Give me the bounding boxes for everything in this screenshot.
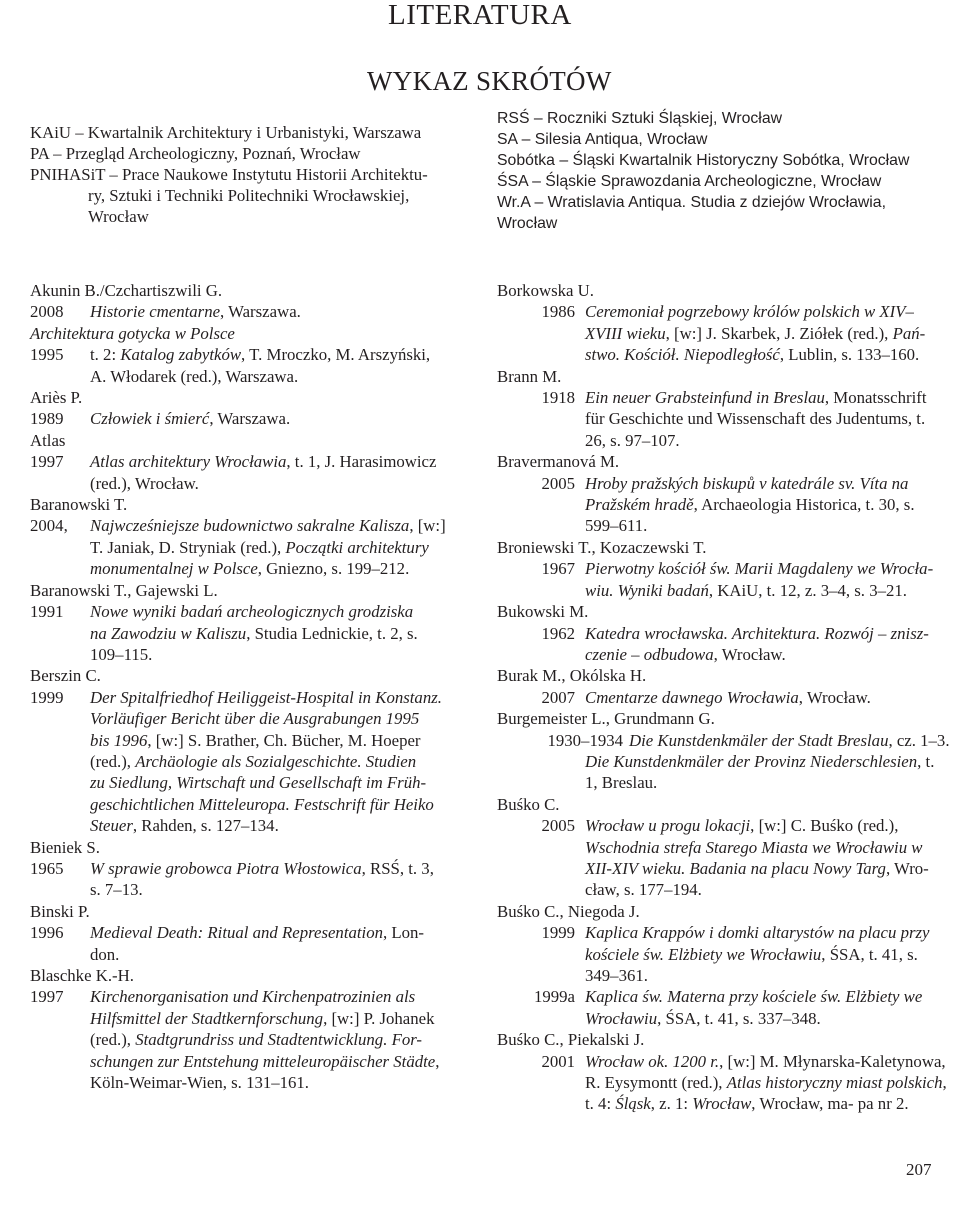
abbreviations-left: [30, 122, 463, 227]
entry-text: t. 2: Katalog zabytków, T. Mroczko, M. Arszyński, A. Włodarek (red.), Warszawa.: [90, 345, 431, 386]
entry-year: 1997: [30, 452, 64, 472]
entry-text: Der Spitalfriedhof Heiliggeist-Hospital in Konstanz. Vorläufiger Bericht über die Ausgrabungen 1995 bis 1996, [w:] S. Brather, Ch. Bücher, M. Hoeper (red.), Archäologie als Sozialgeschichte. Studien zu Siedlung, Wirtschaft und Gesellschaft im Früh- geschichtlichen Mitteleuropa. Festschrift für Heiko Steuer, Rahden, s. 127–134.: [90, 687, 442, 836]
bibliography-entry-continued: [497, 751, 960, 794]
author: Architektura gotycka w Polsce: [30, 323, 235, 343]
page-title: LITERATURA: [388, 0, 572, 31]
entry-text: Katedra wrocławska. Architektura. Rozwój – znisz- czenie – odbudowa, Wrocław.: [585, 623, 929, 664]
entry-year-spacer: [497, 751, 585, 794]
author: Buśko C., Niegoda J.: [497, 901, 640, 921]
entry-text: Najwcześniejsze budownictwo sakralne Kalisza, [w:] T. Janiak, D. Stryniak (red.), Początki architektury monumentalnej w Polsce, Gniezno, s. 199–212.: [90, 516, 446, 579]
abbreviation-item: PA – Przegląd Archeologiczny, Poznań, Wrocław: [30, 144, 361, 163]
entry-year: 1986: [541, 302, 575, 322]
author: Buśko C., Piekalski J.: [497, 1030, 645, 1050]
bibliography-entry: [497, 922, 960, 986]
bibliography-entry: [30, 986, 466, 1093]
abbreviation-item: KAiU – Kwartalnik Architektury i Urbanistyki, Warszawa: [30, 123, 422, 142]
entry-year: 1997: [30, 987, 64, 1007]
entry-year: 1991: [30, 602, 64, 622]
entry-text: Ein neuer Grabsteinfund in Breslau, Monatsschrift für Geschichte und Wissenschaft des Judentums, t. 26, s. 97–107.: [585, 388, 927, 450]
entry-text: Nowe wyniki badań archeologicznych grodziska na Zawodziu w Kaliszu, Studia Lednickie, t. 2, s. 109–115.: [90, 602, 418, 664]
bibliography-entry: [30, 687, 466, 837]
author: Blaschke K.-H.: [30, 966, 134, 985]
author: Atlas: [30, 430, 66, 450]
bibliography-entry: [497, 301, 960, 365]
entry-text: W sprawie grobowca Piotra Włostowica, RSŚ, t. 3, s. 7–13.: [90, 858, 434, 900]
entry-text: Wrocław ok. 1200 r., [w:] M. Młynarska-Kaletynowa, R. Eysymontt (red.), Atlas historyczny miast polskich, t. 4: Śląsk, z. 1: Wrocław, Wrocław, ma- pa nr 2.: [585, 1051, 947, 1114]
entry-year: 1999: [30, 687, 64, 707]
entry-year: 2001: [541, 1051, 575, 1071]
bibliography-right-column: [497, 280, 960, 1115]
abbreviation-item: Wrocław: [497, 215, 558, 232]
entry-text: Cmentarze dawnego Wrocławia, Wrocław.: [585, 687, 871, 707]
entry-text: Kirchenorganisation und Kirchenpatrozinien als Hilfsmittel der Stadtkernforschung, [w:] P. Johanek (red.), Stadtgrundriss und Stadtentwicklung. For- schungen zur Entstehung mitteleuropäischer Städte, Köln-Weimar-Wien, s. 131–161.: [90, 987, 440, 1093]
entry-year: 2004,: [30, 516, 68, 536]
entry-text: Die Kunstdenkmäler der Provinz Niederschlesien, t. 1, Breslau.: [585, 751, 935, 793]
entry-text: Hroby pražských biskupů v katedrále sv. Víta na Pražském hradě, Archaeologia Historica, t. 30, s. 599–611.: [585, 473, 915, 536]
bibliography-entry: [30, 344, 466, 387]
bibliography-entry: [497, 623, 960, 666]
entry-text: Atlas architektury Wrocławia, t. 1, J. Harasimowicz (red.), Wrocław.: [90, 452, 437, 493]
author: Baranowski T., Gajewski L.: [30, 580, 218, 600]
author: Bieniek S.: [30, 837, 100, 857]
abbreviation-item: ŚSA – Śląskie Sprawozdania Archeologiczne, Wrocław: [497, 173, 882, 190]
bibliography-entry: [30, 408, 466, 429]
abbreviation-item: ry, Sztuki i Techniki Politechniki Wrocławskiej,: [88, 186, 410, 205]
entry-year: 1999: [541, 923, 575, 943]
bibliography-entry: [497, 473, 960, 537]
author: Bravermanová M.: [497, 452, 620, 472]
bibliography-entry: [497, 1051, 960, 1115]
bibliography-entry: [497, 687, 960, 708]
entry-text: Ceremoniał pogrzebowy królów polskich w XIV– XVIII wieku, [w:] J. Skarbek, J. Ziółek (red.), Pań- stwo. Kościół. Niepodległość, Lublin, s. 133–160.: [585, 302, 926, 365]
author: Bukowski M.: [497, 602, 589, 622]
abbreviation-item: SA – Silesia Antiqua, Wrocław: [497, 131, 708, 148]
bibliography-entry: [30, 858, 466, 901]
bibliography-entry: [497, 730, 960, 751]
entry-year: 1999a: [533, 987, 575, 1007]
author: Baranowski T.: [30, 495, 128, 515]
entry-year: 1996: [30, 923, 64, 943]
abbreviation-item: RSŚ – Roczniki Sztuki Śląskiej, Wrocław: [497, 110, 783, 127]
bibliography-entry: [497, 387, 960, 451]
author: Ariès P.: [30, 388, 83, 408]
bibliography-entry: [30, 601, 466, 665]
bibliography-entry: [30, 515, 466, 579]
author: Burgemeister L., Grundmann G.: [497, 709, 715, 729]
entry-year: 1995: [30, 345, 64, 365]
entry-year: 1962: [541, 623, 575, 643]
section-title: WYKAZ SKRÓTÓW: [367, 66, 612, 96]
bibliography-left-column: [30, 280, 466, 1093]
entry-text: Pierwotny kościół św. Marii Magdaleny we Wrocła- wiu. Wyniki badań, KAiU, t. 12, z. 3–4, s. 3–21.: [585, 559, 934, 600]
bibliography-entry: [497, 986, 960, 1029]
author: Brann M.: [497, 366, 562, 386]
entry-year: 2007: [541, 687, 575, 707]
author: Burak M., Okólska H.: [497, 666, 647, 686]
abbreviations-right: [497, 108, 945, 234]
entry-year: 1967: [541, 559, 575, 579]
entry-year: 2005: [541, 816, 575, 836]
entry-year: 1918: [541, 388, 575, 408]
entry-text: Die Kunstdenkmäler der Stadt Breslau, cz. 1–3.: [629, 730, 950, 750]
page-number: 207: [906, 1160, 932, 1179]
entry-text: Wrocław u progu lokacji, [w:] C. Buśko (red.), Wschodnia strefa Starego Miasta we Wrocławiu w XII-XIV wieku. Badania na placu Nowy Targ, Wro- cław, s. 177–194.: [585, 816, 929, 900]
bibliography-entry: [30, 451, 466, 494]
author: Binski P.: [30, 901, 90, 921]
entry-year: 2008: [30, 302, 64, 322]
bibliography-entry: [30, 301, 466, 322]
entry-year: 1965: [30, 858, 64, 878]
bibliography-entry: [497, 815, 960, 901]
author: Borkowska U.: [497, 281, 594, 300]
entry-year: 1930–1934: [547, 730, 623, 750]
bibliography-entry: [497, 558, 960, 601]
entry-text: Medieval Death: Ritual and Representation, Lon- don.: [90, 923, 424, 964]
abbreviation-item: Wr.A – Wratislavia Antiqua. Studia z dziejów Wrocławia,: [497, 194, 886, 211]
author: Berszin C.: [30, 666, 101, 686]
author: Buśko C.: [497, 794, 560, 814]
abbreviation-item: PNIHASiT – Prace Naukowe Instytutu Historii Architektu-: [30, 165, 428, 184]
author: Akunin B./Czchartiszwili G.: [30, 281, 223, 300]
entry-text: Historie cmentarne, Warszawa.: [90, 302, 301, 322]
abbreviation-item: Wrocław: [88, 207, 149, 226]
entry-text: Kaplica św. Materna przy kościele św. Elżbiety we Wrocławiu, ŚSA, t. 41, s. 337–348.: [585, 987, 923, 1028]
entry-year: 2005: [541, 473, 575, 493]
entry-year: 1989: [30, 409, 64, 429]
entry-text: Człowiek i śmierć, Warszawa.: [90, 409, 291, 429]
abbreviation-item: Sobótka – Śląski Kwartalnik Historyczny Sobótka, Wrocław: [497, 152, 910, 169]
entry-text: Kaplica Krappów i domki altarystów na placu przy kościele św. Elżbiety we Wrocławiu, ŚSA, t. 41, s. 349–361.: [585, 923, 930, 985]
author: Broniewski T., Kozaczewski T.: [497, 537, 707, 557]
bibliography-entry: [30, 922, 466, 965]
